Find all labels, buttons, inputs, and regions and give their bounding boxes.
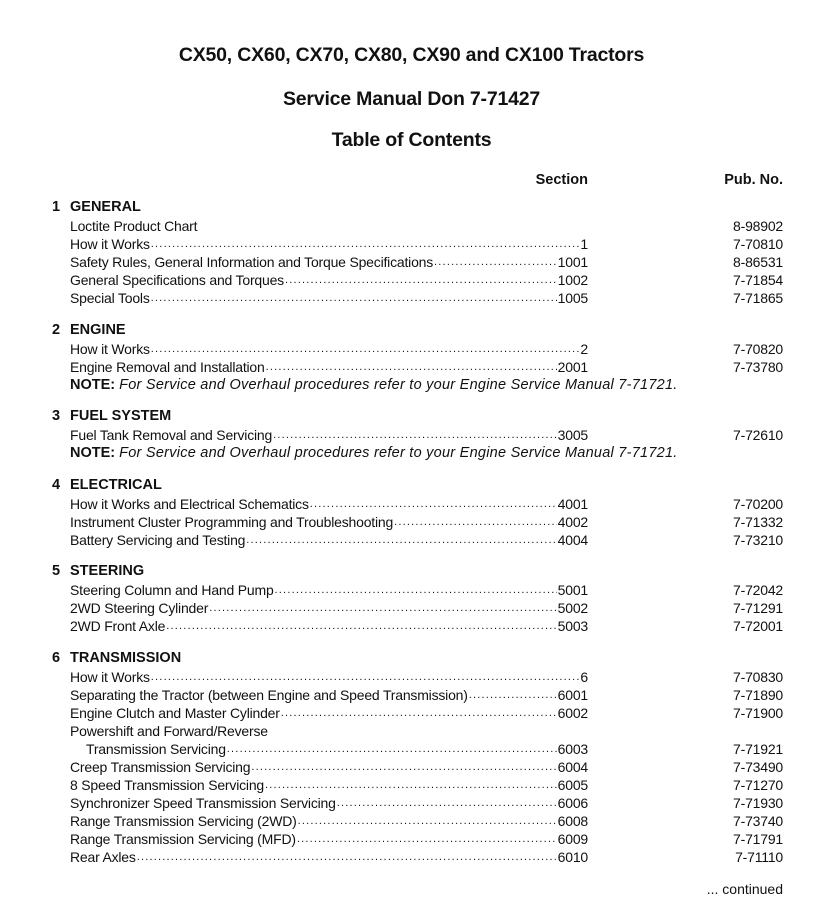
entry-title-line (70, 581, 588, 599)
entry-label: Fuel Tank Removal and Servicing (70, 427, 273, 443)
entry-section-number: 6010 (557, 848, 588, 865)
entry-title-line (70, 599, 588, 617)
section-heading (0, 563, 823, 581)
entry-title-line (70, 830, 588, 848)
toc-entry[interactable] (0, 830, 823, 848)
entry-title-line (70, 686, 588, 704)
entry-label: Rear Axles (70, 848, 136, 865)
dot-leader (209, 599, 556, 617)
entry-label: How it Works (70, 236, 150, 252)
entry-section-number: 4001 (557, 495, 588, 512)
toc-entry[interactable] (0, 758, 823, 776)
toc-entry[interactable] (0, 513, 823, 531)
entry-label: Battery Servicing and Testing (70, 531, 246, 548)
section-name: STEERING (70, 563, 145, 579)
dot-leader (151, 289, 557, 307)
entry-pub-number: 7-71110 (735, 848, 783, 865)
entry-section-number: 2 (580, 340, 588, 357)
entry-title-line (70, 235, 588, 253)
entry-section-number: 6009 (557, 830, 588, 847)
entry-label: Steering Column and Hand Pump (70, 582, 274, 598)
entry-section-number: 6006 (557, 794, 588, 811)
toc-entry[interactable] (0, 217, 823, 235)
toc-entry[interactable] (0, 848, 823, 866)
toc-entry[interactable] (0, 358, 823, 376)
entry-section-number: 2001 (557, 358, 588, 375)
dot-leader (337, 794, 557, 812)
entry-label: Special Tools (70, 290, 150, 306)
entry-section-number: 1005 (557, 290, 588, 306)
entry-title-line (70, 513, 588, 531)
toc-entry[interactable] (0, 740, 823, 758)
toc-entry[interactable] (0, 668, 823, 686)
toc-entry[interactable] (0, 776, 823, 794)
entry-title-line (70, 758, 588, 776)
toc-entry[interactable] (0, 581, 823, 599)
dot-leader (394, 513, 557, 531)
entry-section-number: 6003 (557, 740, 588, 757)
entry-title-line (70, 340, 588, 358)
entry-pub-number: 8-98902 (733, 218, 783, 234)
entry-label: How it Works (70, 340, 150, 357)
entry-section-number: 6004 (557, 758, 588, 775)
toc-section (0, 408, 823, 462)
entry-pub-number: 7-72001 (733, 618, 783, 634)
entry-label: General Specifications and Torques (70, 272, 284, 288)
dot-leader (281, 704, 557, 722)
toc-entry[interactable] (0, 722, 823, 740)
section-number: 1 (52, 199, 61, 215)
entry-label: How it Works and Electrical Schematics (70, 495, 309, 512)
continued-label: ... continued (706, 881, 783, 897)
entry-section-number: 6005 (557, 776, 588, 793)
dot-leader (166, 617, 556, 635)
note-text (70, 444, 678, 462)
section-name: TRANSMISSION (70, 649, 182, 666)
document-title: CX50, CX60, CX70, CX80, CX90 and CX100 Tractors (178, 44, 645, 66)
entry-pub-number: 8-86531 (733, 254, 783, 270)
toc-entry[interactable] (0, 812, 823, 830)
entry-title-line (70, 704, 588, 722)
section-note (0, 444, 823, 462)
toc-section (0, 322, 823, 394)
entry-pub-number: 7-73210 (733, 531, 783, 548)
entry-label: Synchronizer Speed Transmission Servicing (70, 794, 336, 811)
note-text (70, 376, 678, 394)
dot-leader (275, 581, 557, 599)
note-body: For Service and Overhaul procedures refer to your Engine Service Manual 7-71721. (119, 376, 678, 393)
entry-label: Engine Clutch and Master Cylinder (70, 704, 280, 721)
entry-label: 2WD Steering Cylinder (70, 600, 209, 616)
entry-pub-number: 7-72042 (733, 582, 783, 598)
entry-title-line (86, 740, 588, 758)
entry-section-number: 6001 (557, 686, 588, 703)
entry-title-line (70, 217, 588, 235)
entry-section-number: 1001 (557, 254, 588, 270)
toc-entry[interactable] (0, 426, 823, 444)
entry-title-line (70, 722, 588, 740)
entry-label: How it Works (70, 668, 150, 685)
entry-pub-number: 7-71270 (733, 776, 783, 793)
entry-pub-number: 7-72610 (733, 427, 783, 443)
entry-label: Powershift and Forward/Reverse (70, 722, 268, 739)
section-number: 3 (52, 408, 61, 424)
entry-title-line (70, 776, 588, 794)
entry-pub-number: 7-71930 (733, 794, 783, 811)
dot-leader (273, 426, 557, 444)
entry-title-line (70, 531, 588, 549)
section-name: FUEL SYSTEM (70, 408, 172, 424)
note-label: NOTE: (70, 376, 116, 393)
entry-label: 2WD Front Axle (70, 618, 166, 634)
entry-section-number: 3005 (557, 427, 588, 443)
entry-title-line (70, 794, 588, 812)
entry-pub-number: 7-71900 (733, 704, 783, 721)
entry-pub-number: 7-71921 (733, 740, 783, 757)
dot-leader (297, 830, 557, 848)
entry-pub-number: 7-70830 (733, 668, 783, 685)
table-of-contents (0, 199, 823, 880)
entry-label: Safety Rules, General Information and Torque Specifications (70, 254, 434, 270)
toc-entry[interactable] (0, 495, 823, 513)
dot-leader (251, 758, 556, 776)
entry-label: Creep Transmission Servicing (70, 758, 251, 775)
section-number: 6 (52, 649, 61, 666)
toc-entry[interactable] (0, 617, 823, 635)
entry-title-line (70, 358, 588, 376)
toc-entry[interactable] (0, 686, 823, 704)
toc-entry[interactable] (0, 271, 823, 289)
entry-title-line (70, 668, 588, 686)
entry-section-number: 4002 (557, 513, 588, 530)
entry-section-number: 5003 (557, 618, 588, 634)
dot-leader (227, 740, 557, 758)
toc-entry[interactable] (0, 235, 823, 253)
entry-pub-number: 7-73490 (733, 758, 783, 775)
toc-entry[interactable] (0, 704, 823, 722)
dot-leader (298, 812, 557, 830)
section-number: 5 (52, 563, 61, 579)
section-name: GENERAL (70, 199, 141, 215)
dot-leader (469, 686, 557, 704)
toc-section (0, 199, 823, 307)
dot-leader (151, 235, 580, 253)
entry-label: Range Transmission Servicing (2WD) (70, 812, 297, 829)
entry-section-number: 1 (580, 236, 588, 252)
entry-title-line (70, 617, 588, 635)
column-header-section: Section (535, 172, 588, 188)
entry-pub-number: 7-71865 (733, 290, 783, 306)
dot-leader (137, 848, 557, 866)
entry-pub-number: 7-70810 (733, 236, 783, 252)
entry-section-number: 5002 (557, 600, 588, 616)
section-number: 2 (52, 321, 61, 338)
dot-leader (151, 340, 580, 358)
toc-entry[interactable] (0, 599, 823, 617)
entry-pub-number: 7-70200 (733, 495, 783, 512)
section-name: ENGINE (70, 321, 126, 338)
entry-section-number: 4004 (557, 531, 588, 548)
note-label: NOTE: (70, 445, 116, 461)
column-header-pub-no: Pub. No. (724, 172, 783, 188)
entry-label: Engine Removal and Installation (70, 358, 265, 375)
entry-section-number: 1002 (557, 272, 588, 288)
entry-title-line (70, 848, 588, 866)
entry-title-line (70, 253, 588, 271)
toc-entry[interactable] (0, 794, 823, 812)
entry-pub-number: 7-73780 (733, 358, 783, 375)
toc-section (0, 563, 823, 635)
entry-label: Range Transmission Servicing (MFD) (70, 830, 296, 847)
section-heading (0, 650, 823, 668)
dot-leader (434, 253, 557, 271)
toc-section (0, 650, 823, 866)
toc-entry[interactable] (0, 253, 823, 271)
toc-entry[interactable] (0, 531, 823, 549)
section-heading (0, 408, 823, 426)
entry-pub-number: 7-71854 (733, 272, 783, 288)
entry-section-number: 6002 (557, 704, 588, 721)
entry-title-line (70, 426, 588, 444)
dot-leader (246, 531, 556, 549)
manual-number: Service Manual Don 7-71427 (282, 88, 541, 110)
entry-label: Transmission Servicing (86, 740, 226, 757)
section-note (0, 376, 823, 394)
section-heading (0, 477, 823, 495)
entry-label: Instrument Cluster Programming and Troubleshooting (70, 513, 394, 530)
entry-title-line (70, 812, 588, 830)
dot-leader (285, 271, 557, 289)
entry-title-line (70, 271, 588, 289)
entry-pub-number: 7-70820 (733, 340, 783, 357)
entry-label: Separating the Tractor (between Engine and Speed Transmission) (70, 686, 468, 703)
entry-section-number: 6 (580, 668, 588, 685)
dot-leader (266, 358, 557, 376)
entry-pub-number: 7-71890 (733, 686, 783, 703)
section-name: ELECTRICAL (70, 476, 162, 493)
entry-pub-number: 7-71332 (733, 513, 783, 530)
note-body: For Service and Overhaul procedures refer to your Engine Service Manual 7-71721. (119, 445, 678, 461)
toc-section (0, 477, 823, 549)
entry-title-line (70, 289, 588, 307)
section-heading (0, 322, 823, 340)
toc-entry[interactable] (0, 340, 823, 358)
section-heading (0, 199, 823, 217)
entry-section-number: 5001 (557, 582, 588, 598)
toc-entry[interactable] (0, 289, 823, 307)
entry-title-line (70, 495, 588, 513)
dot-leader (265, 776, 557, 794)
entry-pub-number: 7-73740 (733, 812, 783, 829)
entry-label: Loctite Product Chart (70, 218, 198, 234)
section-number: 4 (52, 476, 61, 493)
entry-pub-number: 7-71791 (733, 830, 783, 847)
toc-heading: Table of Contents (331, 129, 492, 151)
entry-section-number: 6008 (557, 812, 588, 829)
dot-leader (310, 495, 557, 513)
dot-leader (151, 668, 580, 686)
entry-pub-number: 7-71291 (733, 600, 783, 616)
entry-label: 8 Speed Transmission Servicing (70, 776, 264, 793)
